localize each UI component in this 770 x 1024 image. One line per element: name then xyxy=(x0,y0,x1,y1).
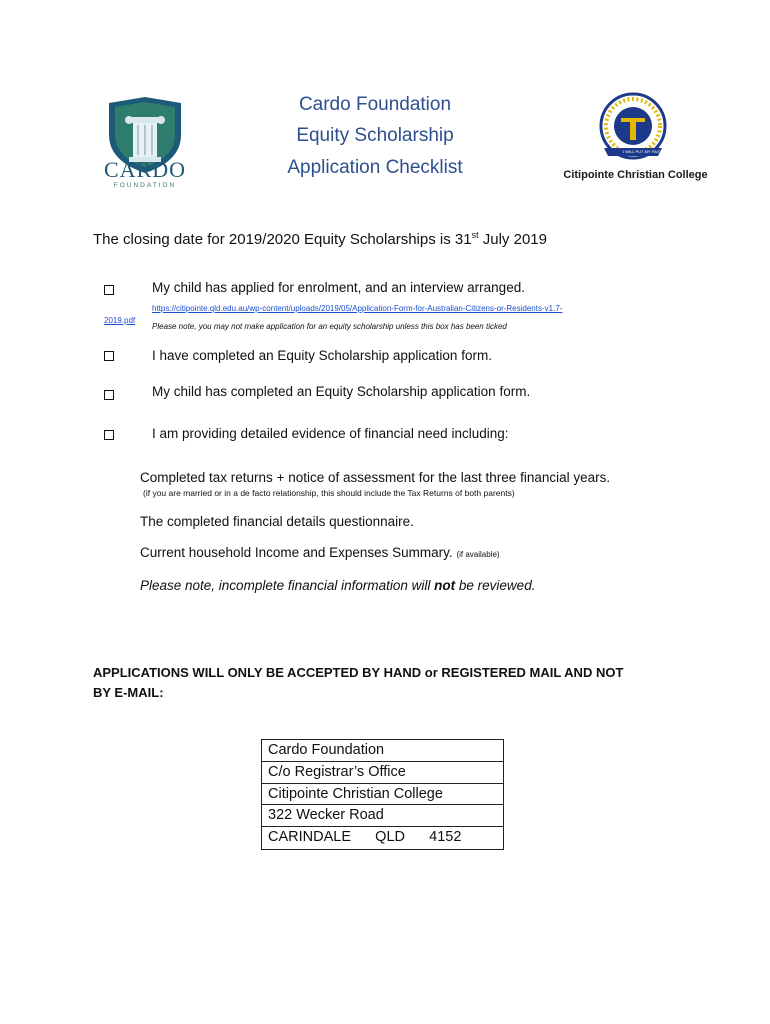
application-form-link-end[interactable]: 2019.pdf xyxy=(104,316,136,325)
page-title-line-2: Equity Scholarship xyxy=(296,125,454,146)
college-logo-name: Citipointe Christian College xyxy=(563,169,708,181)
submission-notice-line-2: BY E-MAIL: xyxy=(93,685,164,700)
application-form-link-wrap xyxy=(152,298,562,316)
submission-notice-line-1: APPLICATIONS WILL ONLY BE ACCEPTED BY HAND or REGISTERED MAIL AND NOT xyxy=(93,665,624,680)
application-form-link-wrap-2 xyxy=(104,310,135,328)
checkbox-parent-form[interactable] xyxy=(104,351,114,361)
college-logo-banner: I WILL PUT MY FAITH xyxy=(623,149,663,154)
address-line-5: CARINDALE QLD 4152 xyxy=(268,829,462,846)
college-logo xyxy=(548,90,718,190)
incomplete-warning-pre: Please note, incomplete financial information will xyxy=(140,578,435,593)
application-form-link[interactable]: https://citipointe.qld.edu.au/wp-content/uploads/2019/05/Application-Form-for-Australian-Citizens-or-Residents-v1.7- xyxy=(152,304,563,313)
closing-date-prefix: The closing date for 2019/2020 Equity Scholarships is 31 xyxy=(93,231,472,248)
page-title-line-1: Cardo Foundation xyxy=(298,94,452,115)
closing-date xyxy=(93,230,547,248)
cardo-logo-name: CARDO xyxy=(103,157,186,182)
checklist-item-enrolment: My child has applied for enrolment, and an interview arranged. xyxy=(152,280,525,295)
incomplete-warning xyxy=(140,578,535,593)
address-line-4: 322 Wecker Road xyxy=(262,805,503,827)
address-line-2: C/o Registrar’s Office xyxy=(262,762,503,784)
tick-note: Please note, you may not make application for an equity scholarship unless this box has been ticked xyxy=(152,322,507,331)
checklist-item-child-form: My child has completed an Equity Scholarship application form. xyxy=(152,384,531,399)
cardo-logo-sub: FOUNDATION xyxy=(113,182,177,189)
address-line-3: Citipointe Christian College xyxy=(262,784,503,806)
checklist-item-parent-form: I have completed an Equity Scholarship application form. xyxy=(152,348,492,363)
evidence-tax-note: (if you are married or in a de facto relationship, this should include the Tax Returns of both parents) xyxy=(143,488,515,498)
checkbox-enrolment[interactable] xyxy=(104,285,114,295)
evidence-questionnaire: The completed financial details questionnaire. xyxy=(140,514,414,529)
evidence-summary xyxy=(140,545,500,560)
closing-date-suffix: July 2019 xyxy=(478,231,547,248)
evidence-tax-returns: Completed tax returns + notice of assessment for the last three financial years. xyxy=(140,470,611,485)
evidence-summary-note: (if available) xyxy=(456,550,500,559)
checkbox-financial-evidence[interactable] xyxy=(104,430,114,440)
checklist-item-financial-evidence: I am providing detailed evidence of financial need including: xyxy=(152,426,509,441)
mailing-address-box xyxy=(261,739,504,850)
cardo-logo xyxy=(95,95,195,195)
evidence-summary-label: Current household Income and Expenses Summary. xyxy=(140,545,453,560)
checkbox-child-form[interactable] xyxy=(104,390,114,400)
incomplete-warning-post: be reviewed. xyxy=(455,578,536,593)
address-line-1: Cardo Foundation xyxy=(262,740,503,762)
closing-date-sup: st xyxy=(471,230,479,240)
incomplete-warning-bold: not xyxy=(434,578,456,593)
page-title-line-3: Application Checklist xyxy=(287,157,463,178)
